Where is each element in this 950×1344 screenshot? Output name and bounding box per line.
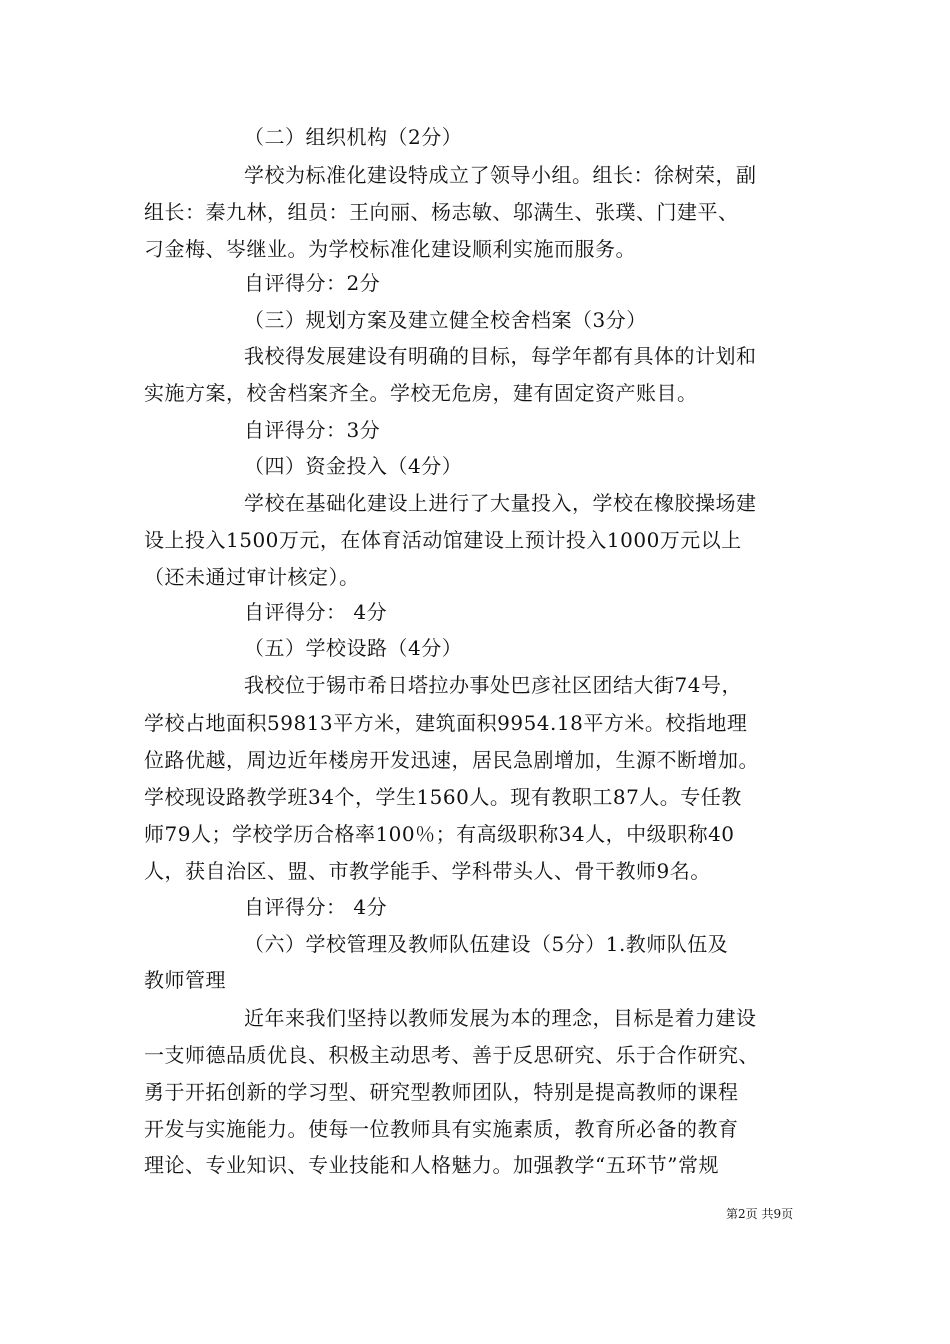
- paragraph-line: 理论、专业知识、专业技能和人格魅力。加强教学“五环节”常规: [144, 1153, 719, 1177]
- self-score-line: 自评得分：3分: [244, 418, 381, 442]
- paragraph-line: 近年来我们坚持以教师发展为本的理念，目标是着力建设: [244, 1006, 757, 1030]
- self-score-line: 自评得分： 4分: [244, 895, 388, 919]
- paragraph-line: 组长：秦九林，组员：王向丽、杨志敏、邬满生、张璞、门建平、: [144, 200, 739, 224]
- paragraph-line: 实施方案，校舍档案齐全。学校无危房，建有固定资产账目。: [144, 381, 698, 405]
- page-number-footer: 第2页 共9页: [726, 1207, 794, 1221]
- paragraph-line: 人，获自治区、盟、市教学能手、学科带头人、骨干教师9名。: [144, 859, 711, 883]
- section-heading: （六）学校管理及教师队伍建设（5分）1.教师队伍及: [244, 932, 729, 956]
- section-heading: （五）学校设路（4分）: [244, 636, 463, 660]
- paragraph-line: 我校得发展建设有明确的目标，每学年都有具体的计划和: [244, 344, 757, 368]
- section-heading: （三）规划方案及建立健全校舍档案（3分）: [244, 308, 647, 332]
- paragraph-line: 开发与实施能力。使每一位教师具有实施素质，教育所必备的教育: [144, 1117, 739, 1141]
- paragraph-line: 师79人；学校学历合格率100％；有高级职称34人，中级职称40: [144, 822, 735, 846]
- self-score-line: 自评得分：2分: [244, 271, 381, 295]
- paragraph-line: （还未通过审计核定）。: [144, 565, 360, 589]
- paragraph-line: 勇于开拓创新的学习型、研究型教师团队，特别是提高教师的课程: [144, 1080, 739, 1104]
- paragraph-line: 设上投入1500万元，在体育活动馆建设上预计投入1000万元以上: [144, 528, 742, 552]
- paragraph-line: 刁金梅、岑继业。为学校标准化建设顺利实施而服务。: [144, 237, 636, 261]
- paragraph-line: 位路优越，周边近年楼房开发迅速，居民急剧增加，生源不断增加。: [144, 748, 759, 772]
- paragraph-line: 学校现设路教学班34个，学生1560人。现有教职工87人。专任教: [144, 785, 742, 809]
- section-heading-continued: 教师管理: [144, 968, 226, 992]
- section-heading: （二）组织机构（2分）: [244, 125, 463, 149]
- paragraph-line: 学校在基础化建设上进行了大量投入，学校在橡胶操场建: [244, 491, 757, 515]
- section-heading: （四）资金投入（4分）: [244, 454, 463, 478]
- self-score-line: 自评得分： 4分: [244, 600, 388, 624]
- paragraph-line: 学校占地面积59813平方米，建筑面积9954.18平方米。校指地理: [144, 711, 748, 735]
- paragraph-line: 我校位于锡市希日塔拉办事处巴彦社区团结大街74号，: [244, 673, 742, 697]
- paragraph-line: 一支师德品质优良、积极主动思考、善于反思研究、乐于合作研究、: [144, 1043, 759, 1067]
- paragraph-line: 学校为标准化建设特成立了领导小组。组长：徐树荣，副: [244, 163, 757, 187]
